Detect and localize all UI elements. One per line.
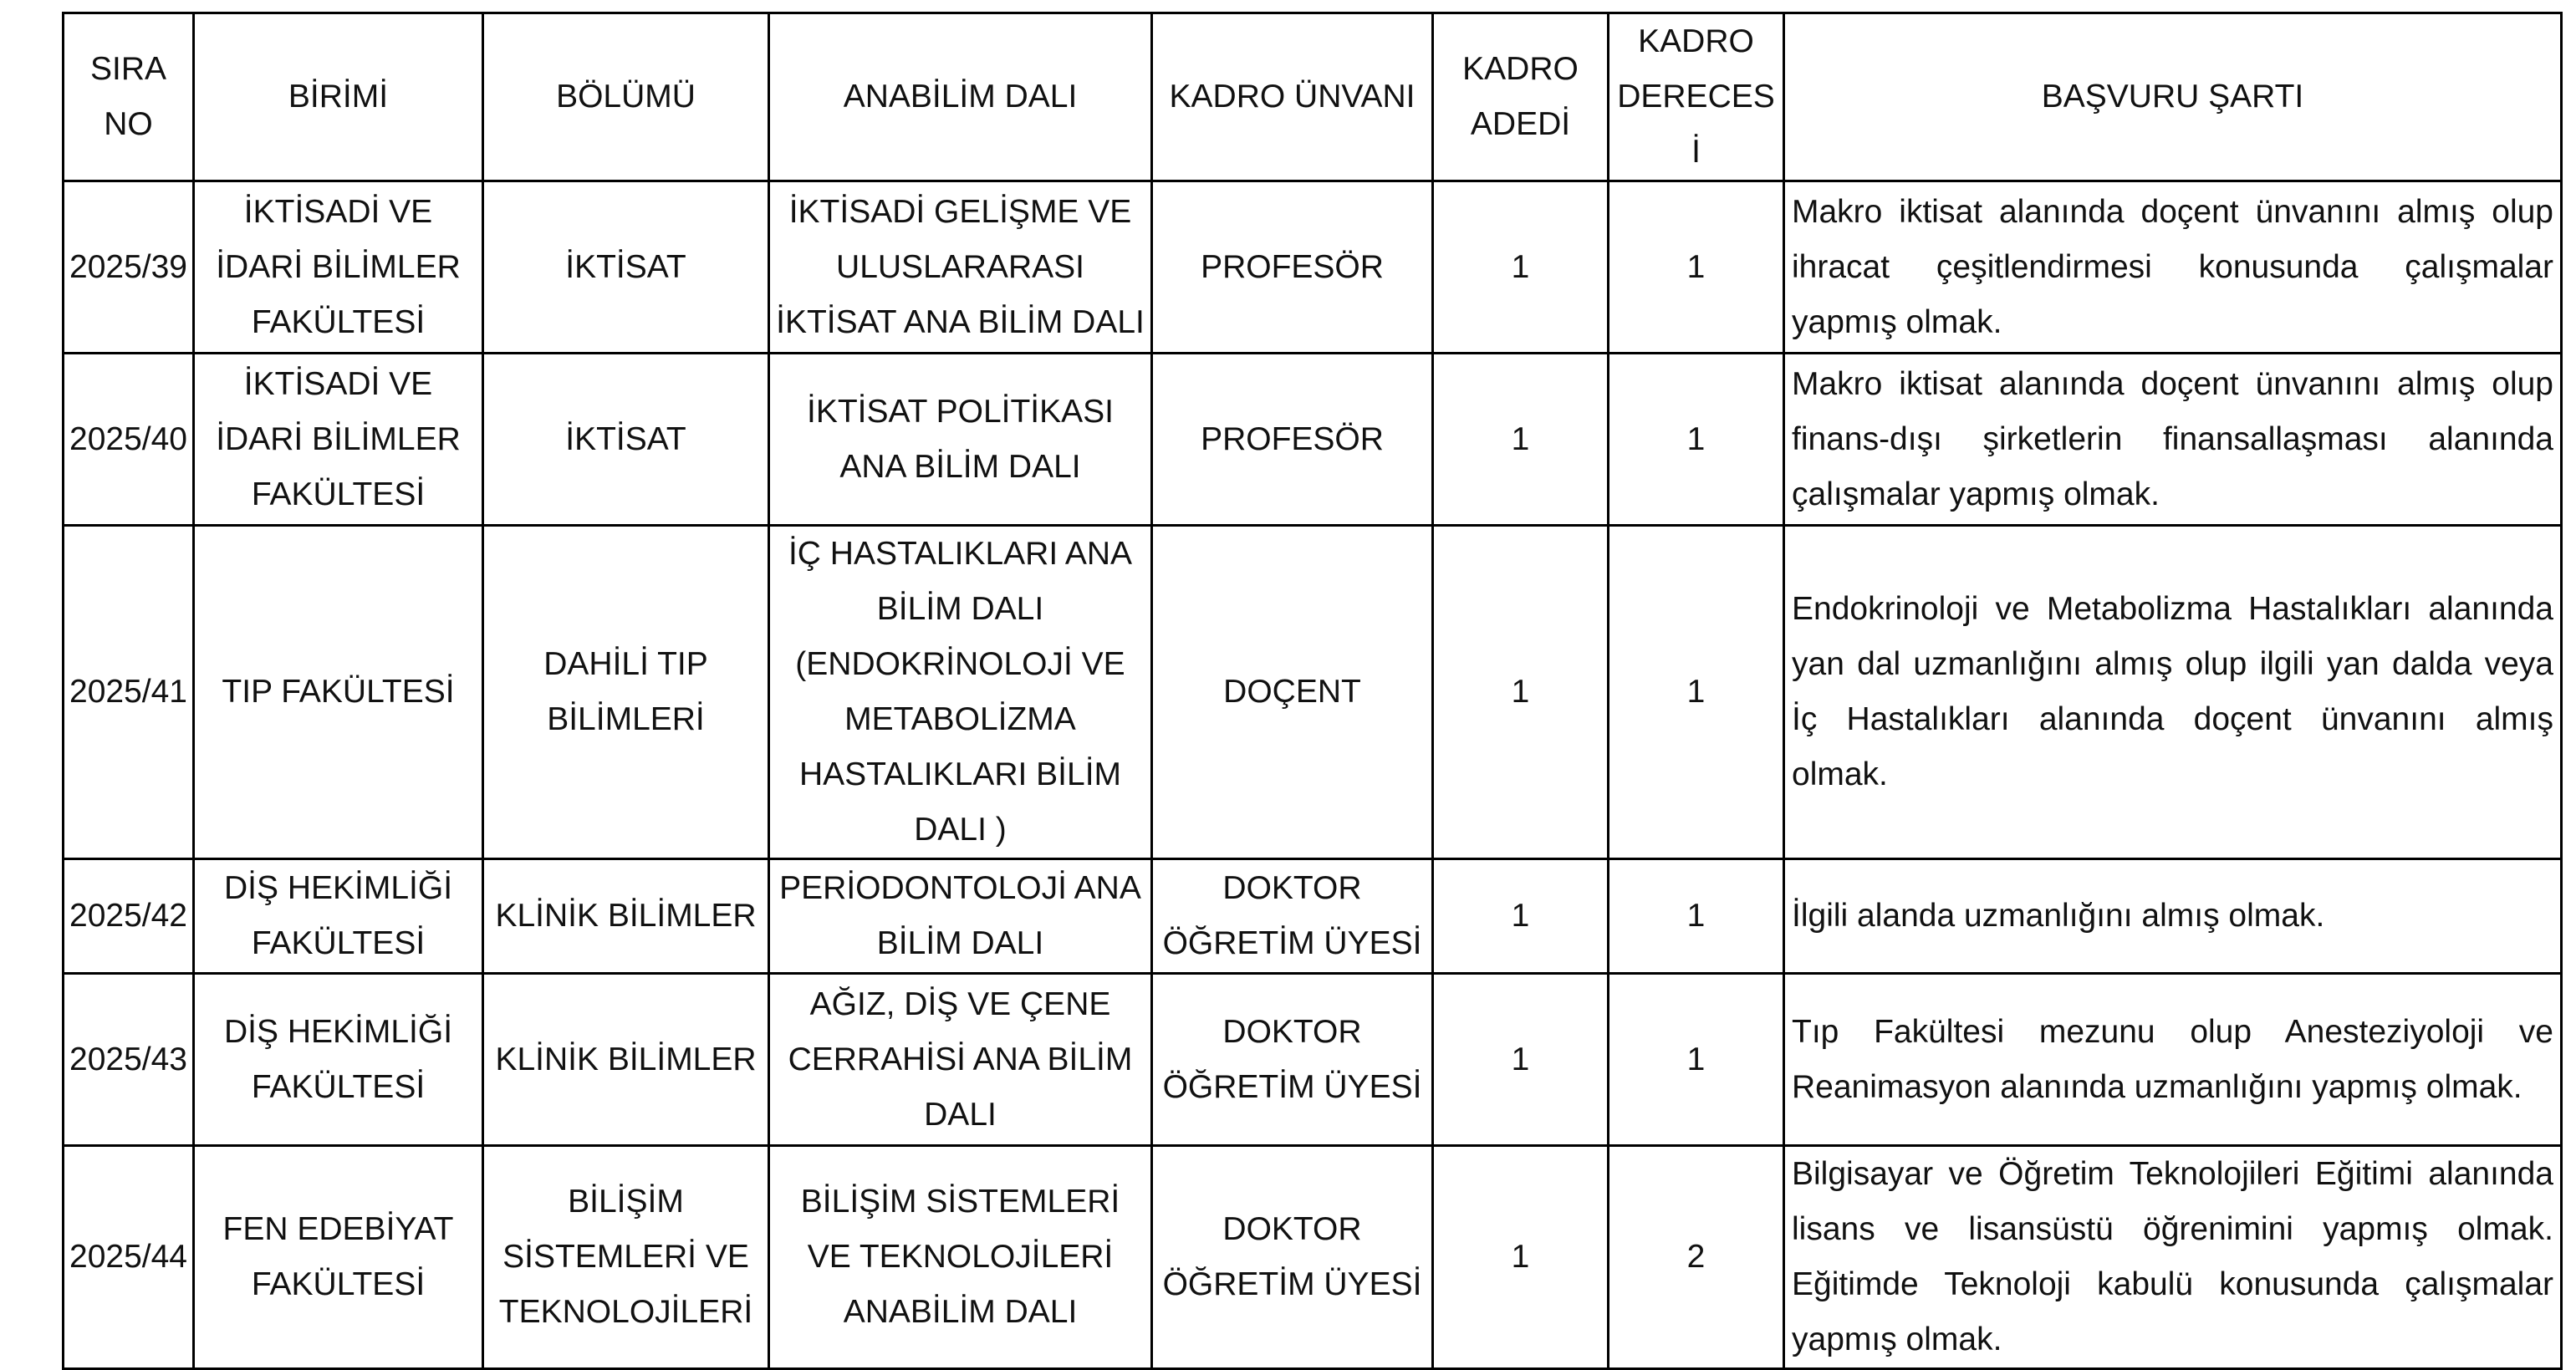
cell-bolumu: DAHİLİ TIP BİLİMLERİ [483, 526, 769, 859]
cell-kadro-unvani: DOÇENT [1152, 526, 1433, 859]
cell-basvuru-sarti: Bilgisayar ve Öğretim Teknolojileri Eğitimi alanında lisans ve lisansüstü öğrenimini yapmış olmak. Eğitimde Teknoloji kabulü konusunda çalışmalar yapmış olmak. [1784, 1146, 2562, 1369]
cell-kadro-derecesi: 1 [1609, 974, 1784, 1146]
cell-kadro-adedi: 1 [1433, 526, 1609, 859]
cell-kadro-adedi: 1 [1433, 974, 1609, 1146]
cell-anabilim-dali: PERİODONTOLOJİ ANA BİLİM DALI [769, 859, 1152, 974]
cell-sira-no: 2025/42 [64, 859, 194, 974]
header-row [64, 13, 2562, 181]
cell-anabilim-dali: BİLİŞİM SİSTEMLERİ VE TEKNOLOJİLERİ ANABİLİM DALI [769, 1146, 1152, 1369]
table-row [64, 859, 2562, 974]
header-bolumu: BÖLÜMÜ [483, 13, 769, 181]
table-row [64, 526, 2562, 859]
cell-kadro-adedi: 1 [1433, 1146, 1609, 1369]
cell-basvuru-sarti: Makro iktisat alanında doçent ünvanını almış olup finans-dışı şirketlerin finansallaşması alanında çalışmalar yapmış olmak. [1784, 354, 2562, 526]
kadro-table [62, 12, 2563, 1370]
header-birimi: BİRİMİ [194, 13, 483, 181]
header-basvuru-sarti: BAŞVURU ŞARTI [1784, 13, 2562, 181]
cell-kadro-unvani: DOKTOR ÖĞRETİM ÜYESİ [1152, 859, 1433, 974]
cell-kadro-unvani: PROFESÖR [1152, 181, 1433, 354]
cell-basvuru-sarti: Makro iktisat alanında doçent ünvanını almış olup ihracat çeşitlendirmesi konusunda çalışmalar yapmış olmak. [1784, 181, 2562, 354]
cell-kadro-adedi: 1 [1433, 354, 1609, 526]
cell-bolumu: KLİNİK BİLİMLER [483, 859, 769, 974]
cell-sira-no: 2025/43 [64, 974, 194, 1146]
header-kadro-unvani: KADRO ÜNVANI [1152, 13, 1433, 181]
cell-birimi: FEN EDEBİYAT FAKÜLTESİ [194, 1146, 483, 1369]
cell-basvuru-sarti: Tıp Fakültesi mezunu olup Anesteziyoloji ve Reanimasyon alanında uzmanlığını yapmış olmak. [1784, 974, 2562, 1146]
cell-kadro-derecesi: 1 [1609, 354, 1784, 526]
cell-birimi: İKTİSADİ VE İDARİ BİLİMLER FAKÜLTESİ [194, 354, 483, 526]
cell-kadro-derecesi: 2 [1609, 1146, 1784, 1369]
cell-kadro-unvani: DOKTOR ÖĞRETİM ÜYESİ [1152, 1146, 1433, 1369]
cell-kadro-unvani: DOKTOR ÖĞRETİM ÜYESİ [1152, 974, 1433, 1146]
cell-kadro-derecesi: 1 [1609, 859, 1784, 974]
cell-anabilim-dali: İÇ HASTALIKLARI ANA BİLİM DALI (ENDOKRİNOLOJİ VE METABOLİZMA HASTALIKLARI BİLİM DALI ) [769, 526, 1152, 859]
header-sira-no: SIRA NO [64, 13, 194, 181]
cell-birimi: DİŞ HEKİMLİĞİ FAKÜLTESİ [194, 974, 483, 1146]
cell-kadro-adedi: 1 [1433, 181, 1609, 354]
cell-sira-no: 2025/41 [64, 526, 194, 859]
table-row [64, 974, 2562, 1146]
cell-sira-no: 2025/44 [64, 1146, 194, 1369]
header-kadro-adedi: KADRO ADEDİ [1433, 13, 1609, 181]
cell-basvuru-sarti: Endokrinoloji ve Metabolizma Hastalıkları alanında yan dal uzmanlığını almış olup ilgili yan dalda veya İç Hastalıkları alanında doçent ünvanını almış olmak. [1784, 526, 2562, 859]
cell-kadro-derecesi: 1 [1609, 181, 1784, 354]
table-row [64, 354, 2562, 526]
cell-birimi: İKTİSADİ VE İDARİ BİLİMLER FAKÜLTESİ [194, 181, 483, 354]
cell-kadro-adedi: 1 [1433, 859, 1609, 974]
cell-sira-no: 2025/39 [64, 181, 194, 354]
cell-kadro-derecesi: 1 [1609, 526, 1784, 859]
cell-bolumu: İKTİSAT [483, 354, 769, 526]
cell-bolumu: İKTİSAT [483, 181, 769, 354]
cell-basvuru-sarti: İlgili alanda uzmanlığını almış olmak. [1784, 859, 2562, 974]
cell-anabilim-dali: İKTİSADİ GELİŞME VE ULUSLARARASI İKTİSAT ANA BİLİM DALI [769, 181, 1152, 354]
header-kadro-derecesi: KADRO DERECESİ [1609, 13, 1784, 181]
cell-kadro-unvani: PROFESÖR [1152, 354, 1433, 526]
cell-bolumu: BİLİŞİM SİSTEMLERİ VE TEKNOLOJİLERİ [483, 1146, 769, 1369]
cell-birimi: TIP FAKÜLTESİ [194, 526, 483, 859]
cell-anabilim-dali: İKTİSAT POLİTİKASI ANA BİLİM DALI [769, 354, 1152, 526]
table-row [64, 181, 2562, 354]
cell-bolumu: KLİNİK BİLİMLER [483, 974, 769, 1146]
cell-anabilim-dali: AĞIZ, DİŞ VE ÇENE CERRAHİSİ ANA BİLİM DALI [769, 974, 1152, 1146]
cell-sira-no: 2025/40 [64, 354, 194, 526]
header-anabilim-dali: ANABİLİM DALI [769, 13, 1152, 181]
cell-birimi: DİŞ HEKİMLİĞİ FAKÜLTESİ [194, 859, 483, 974]
table-row [64, 1146, 2562, 1369]
